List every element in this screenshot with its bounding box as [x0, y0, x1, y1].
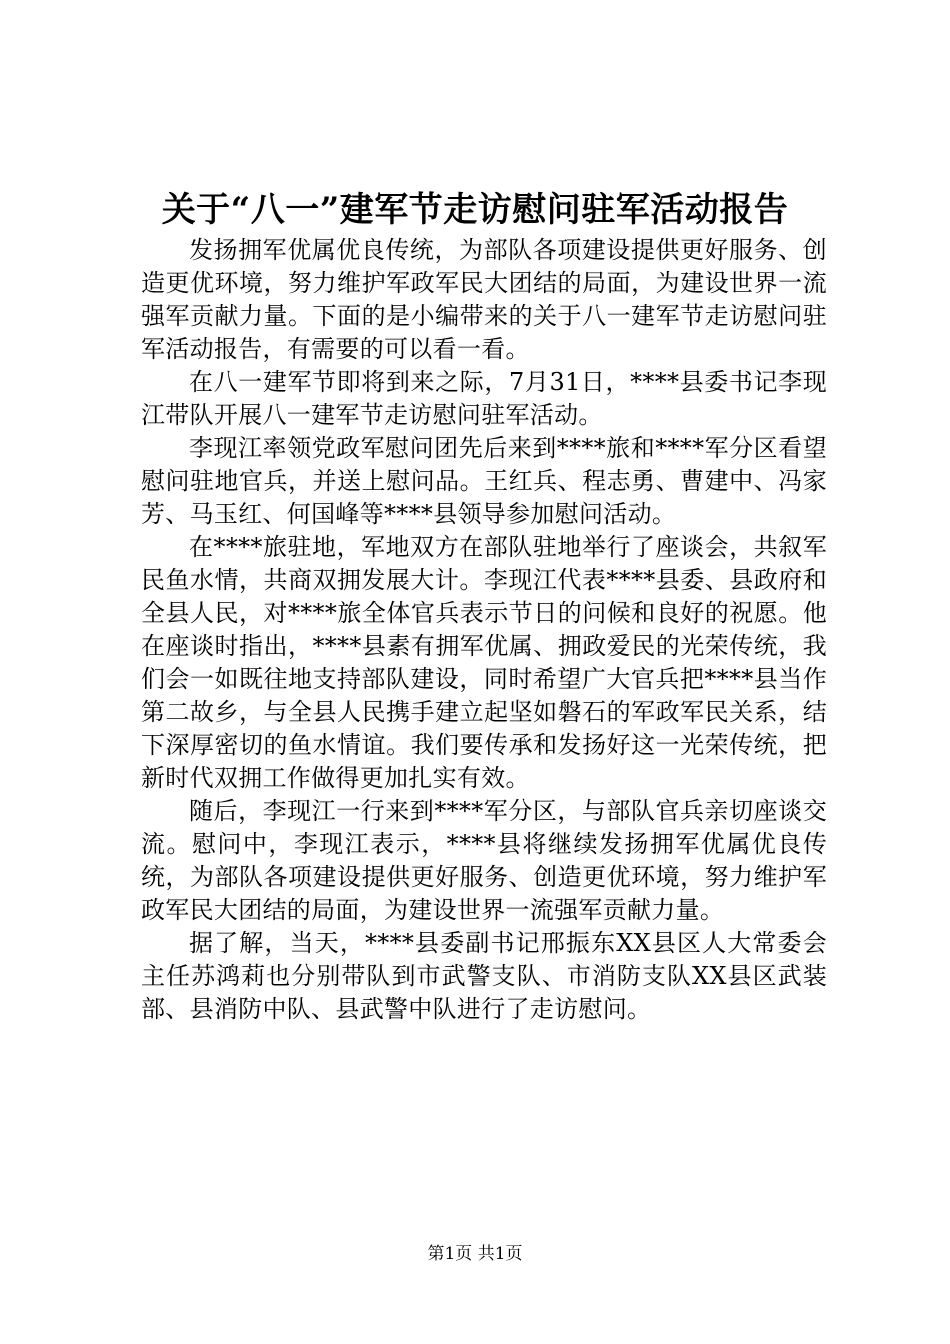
paragraph-symposium: 在****旅驻地，军地双方在部队驻地举行了座谈会，共叙军民鱼水情，共商双拥发展大计。李现江代表****县委、县政府和全县人民，对****旅全体官兵表示节日的问候和良好的祝愿。他在座谈时指出，****县素有拥军优属、拥政爱民的光荣传统，我们会一如既往地支持部队建设，同时希望广大官兵把****县当作第二故乡，与全县人民携手建立起坚如磐石的军政军民关系，结下深厚密切的鱼水情谊。我们要传承和发扬好这一光荣传统，把新时代双拥工作做得更加扎实有效。	[141, 533, 827, 792]
paragraph-intro: 发扬拥军优属优良传统，为部队各项建设提供更好服务、创造更优环境，努力维护军政军民大团结的局面，为建设世界一流强军贡献力量。下面的是小编带来的关于八一建军节走访慰问驻军活动报告，有需要的可以看一看。	[141, 236, 827, 363]
paragraph-other-visits: 据了解，当天，****县委副书记邢振东XX县区人大常委会主任苏鸿莉也分别带队到市武警支队、市消防支队XX县区武装部、县消防中队、县武警中队进行了走访慰问。	[141, 929, 827, 1023]
paragraph-military-district: 随后，李现江一行来到****军分区，与部队官兵亲切座谈交流。慰问中，李现江表示，****县将继续发扬拥军优属优良传统，为部队各项建设提供更好服务、创造更优环境，努力维护军政军民大团结的局面，为建设世界一流强军贡献力量。	[141, 797, 827, 924]
document-body	[141, 234, 827, 1026]
document-title: 关于“八一”建军节走访慰问驻军活动报告	[161, 190, 789, 230]
paragraph-delegation: 李现江率领党政军慰问团先后来到****旅和****军分区看望慰问驻地官兵，并送上慰问品。王红兵、程志勇、曹建中、冯家芳、马玉红、何国峰等****县领导参加慰问活动。	[141, 434, 827, 528]
page-number-footer: 第1页 共1页	[427, 1244, 523, 1264]
paragraph-event: 在八一建军节即将到来之际，7月31日，****县委书记李现江带队开展八一建军节走访慰问驻军活动。	[141, 368, 827, 429]
